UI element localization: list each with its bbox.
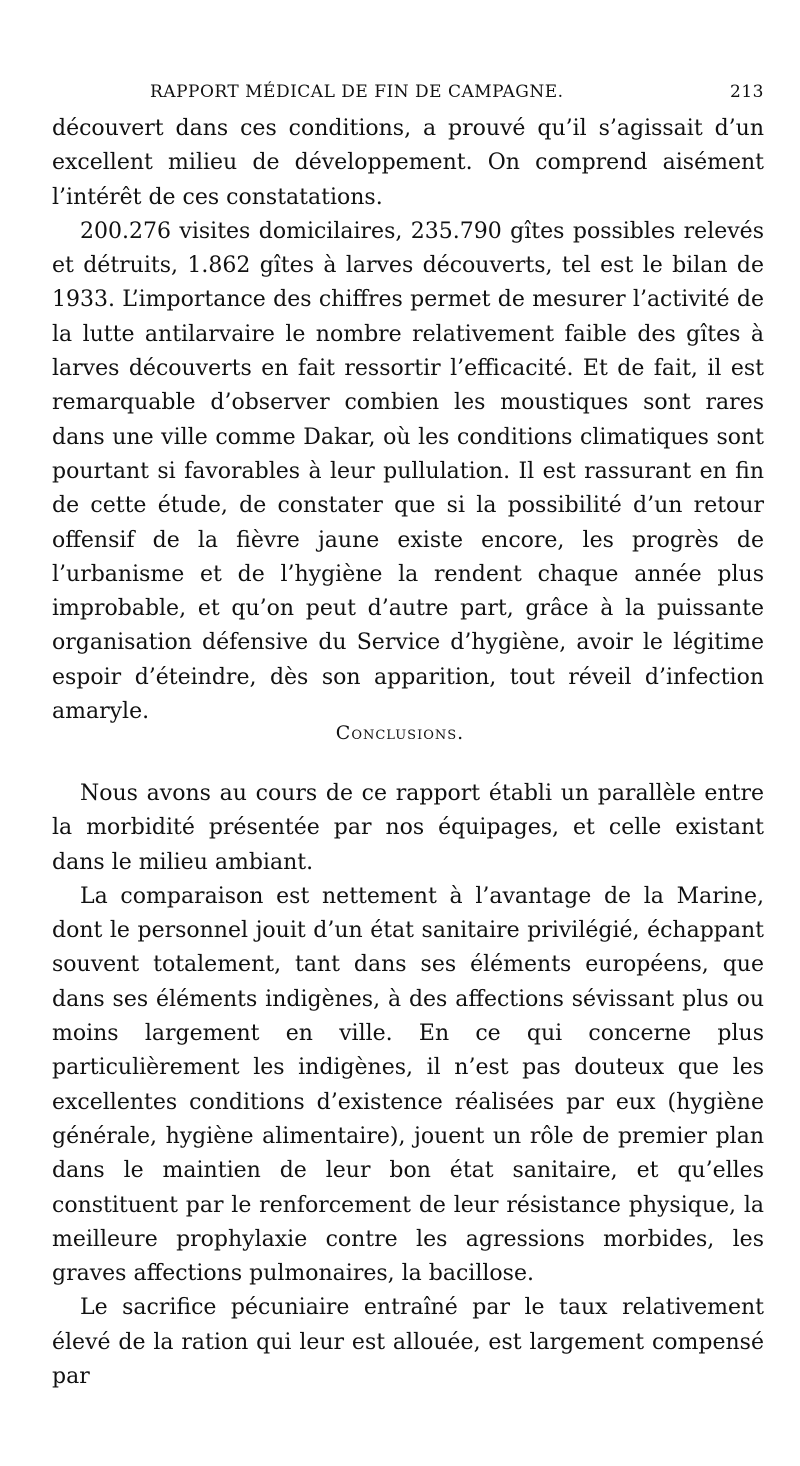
- paragraph: Le sacrifice pécuniaire entraîné par le taux relativement élevé de la ration qui leur est allouée, est largement compensé par: [52, 1295, 764, 1390]
- page-number: 213: [730, 82, 764, 102]
- paragraph: découvert dans ces conditions, a prouvé qu’il s’agissait d’un excellent milieu de développement. On comprend aisément l’intérêt de ces constatations.: [52, 116, 764, 210]
- body-text-before-heading: [52, 112, 764, 729]
- running-header-title: RAPPORT MÉDICAL DE FIN DE CAMPAGNE.: [150, 82, 564, 102]
- body-text-after-heading: [52, 777, 764, 1394]
- section-heading: Conclusions.: [335, 722, 465, 744]
- paragraph: 200.276 visites domicilaires, 235.790 gîtes possibles relevés et détruits, 1.862 gîtes à larves découverts, tel est le bilan de 1933. L’importance des chiffres permet de mesurer l’activité de la lutte antilarvaire le nombre relativement faible des gîtes à larves découverts en fait ressortir l’efficacité. Et de fait, il est remarquable d’observer combien les moustiques sont rares dans une ville comme Dakar, où les conditions climatiques sont pourtant si favorables à leur pullulation. Il est rassurant en fin de cette étude, de constater que si la possibilité d’un retour offensif de la fièvre jaune existe encore, les progrès de l’urbanisme et de l’hygiène la rendent chaque année plus improbable, et qu’on peut d’autre part, grâce à la puissante organisation défensive du Service d’hygiène, avoir le légitime espoir d’éteindre, dès son apparition, tout réveil d’infection amaryle.: [52, 218, 764, 725]
- paragraph: La comparaison est nettement à l’avantage de la Marine, dont le personnel jouit d’un état sanitaire privilégié, échappant souvent totalement, tant dans ses éléments européens, que dans ses éléments indigènes, à des affections sévissant plus ou moins largement en ville. En ce qui concerne plus particulièrement les indigènes, il n’est pas douteux que les excellentes conditions d’existence réalisées par eux (hygiène générale, hygiène alimentaire), jouent un rôle de premier plan dans le maintien de leur bon état sanitaire, et qu’elles constituent par le renforcement de leur résistance physique, la meilleure prophylaxie contre les agressions morbides, les graves affections pulmonaires, la bacillose.: [52, 883, 764, 1287]
- running-header: [150, 82, 790, 112]
- paragraph: Nous avons au cours de ce rapport établi un parallèle entre la morbidité présentée par nos équipages, et celle existant dans le milieu ambiant.: [52, 781, 764, 875]
